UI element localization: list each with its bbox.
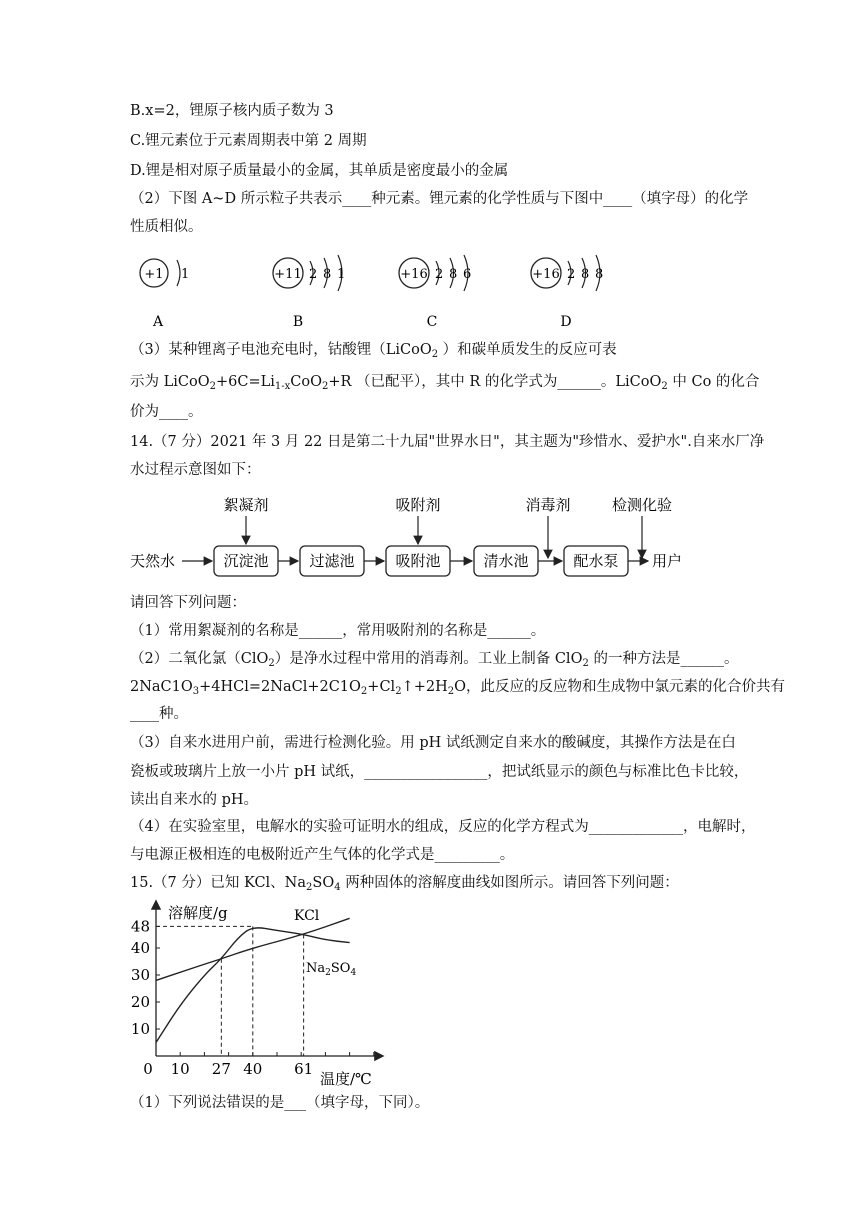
q13-part3-line2: 示为 $LiCoO_2+6C=Li_{1-x}CoO_2+R$ （已配平），其中 R 的化学式为______。LiCoO$_2$ 中 Co 的化合 [130,374,760,392]
q13-part3-line3: 价为____。 [130,404,203,420]
flow-input-flocculant: 絮凝剂 [223,496,269,514]
flow-box-sedimentation: 沉淀池 [223,552,269,570]
option-c: C.锂元素位于元素周期表中第 2 周期 [130,133,367,149]
atom-c-nucleus: +16 [400,267,428,282]
atom-a-nucleus: +1 [144,267,164,282]
atom-b-shell-3: 1 [337,267,346,282]
x-axis-label: 温度/℃ [320,1070,372,1088]
chart-guides [156,926,304,1056]
flow-box-adsorption: 吸附池 [395,552,441,570]
atom-d-shell-2: 8 [581,267,590,282]
atom-d-shell-3: 8 [595,267,604,282]
y-axis-label: 溶解度/g [168,904,228,922]
q13-part2-line2: 性质相似。 [130,219,203,235]
atom-a-shell-1: 1 [181,267,190,282]
flow-end: 用户 [652,552,683,570]
q14-part3-line2: 瓷板或玻璃片上放一小片 pH 试纸，_________________，把试纸显示的颜色与标准比色卡比较， [130,764,749,780]
atom-a [140,259,189,330]
atom-d [531,255,603,330]
q13-part3-line1: （3）某种锂离子电池充电时，钴酸锂（LiCoO$_2$ ）和碳单质发生的反应可表 [130,342,617,360]
flow-box-filtration: 过滤池 [309,552,355,570]
q14-part2-line3: ____种。 [130,706,188,722]
y-tick-label: 10 [130,1020,150,1038]
atom-c [399,255,471,330]
q15-part1: （1）下列说法错误的是___（填字母，下同）。 [130,1095,430,1111]
atom-b [273,255,345,330]
q14-part2-line1: （2）二氧化氯（ClO$_2$）是净水过程中常用的消毒剂。工业上制备 ClO$_2$ 的一种方法是______。 [130,651,739,669]
flow-start: 天然水 [130,552,176,570]
series-label-kcl: KCl [294,908,320,924]
x-tick-label: 10 [170,1060,190,1078]
atom-b-shell-1: 2 [309,267,318,282]
y-tick-label: 48 [130,917,150,936]
q15-title: 15.（7 分）已知 KCl、$Na_2SO_4$ 两种固体的溶解度曲线如图所示。请回答下列问题： [130,875,679,893]
atom-b-letter: B [292,314,304,330]
flow-input-testing: 检测化验 [611,496,673,514]
option-d: D.锂是相对原子质量最小的金属，其单质是密度最小的金属 [130,163,509,179]
water-treatment-flow-diagram [130,490,710,586]
atom-d-letter: D [560,314,572,330]
atom-structure-figure [128,246,608,336]
q13-part2-line1: （2）下图 A~D 所示粒子共表示____种元素。锂元素的化学性质与下图中____（填字母）的化学 [130,191,749,207]
flow-input-disinfectant: 消毒剂 [525,496,571,514]
atom-d-shell-1: 2 [567,267,576,282]
x-tick-label: 61 [294,1060,314,1078]
q14-part4-line1: （4）在实验室里，电解水的实验可证明水的组成，反应的化学方程式为_____________，电解时， [130,819,756,835]
atom-c-shell-3: 6 [463,267,472,282]
x-tick-label: 0 [143,1060,153,1078]
y-tick-label: 40 [130,939,150,957]
atom-b-shell-2: 8 [323,267,332,282]
q14-part3-line1: （3）自来水进用户前，需进行检测化验。用 pH 试纸测定自来水的酸碱度，其操作方法是在白 [130,735,736,751]
q14-title-line2: 水过程示意图如下： [130,462,261,478]
q14-part1: （1）常用絮凝剂的名称是______，常用吸附剂的名称是______。 [130,623,546,639]
y-tick-label: 20 [130,993,150,1011]
solubility-chart [128,898,390,1090]
q14-part4-line2: 与电源正极相连的电极附近产生气体的化学式是_________。 [130,847,515,863]
x-tick-label: 27 [211,1060,231,1078]
atom-c-letter: C [426,314,438,330]
atom-a-letter: A [152,314,164,330]
chart-axes [156,902,382,1056]
series-label-na2so4: $Na_2SO_4$ [306,961,357,978]
y-tick-label: 30 [130,966,150,984]
flow-box-clear-water: 清水池 [483,552,529,570]
flow-box-pump: 配水泵 [573,552,619,570]
flow-input-adsorbent: 吸附剂 [395,496,441,514]
atom-c-shell-1: 2 [435,267,444,282]
x-tick-label: 40 [243,1060,263,1078]
atom-d-nucleus: +16 [532,267,560,282]
q14-ask: 请回答下列问题： [130,595,246,611]
atom-b-nucleus: +11 [274,267,302,282]
q14-title-line1: 14.（7 分）2021 年 3 月 22 日是第二十九届"世界水日"，其主题为"珍惜水、爱护水".自来水厂净 [130,434,765,450]
q14-part3-line3: 读出自来水的 pH。 [130,792,259,808]
q14-part2-line2: $2NaC1O_3+4HCl=2NaCl+2C1O_2+Cl_2↑+2H_2O$，此反应的反应物和生成物中氯元素的化合价共有 [130,679,785,697]
atom-c-shell-2: 8 [449,267,458,282]
option-b: B.x=2，锂原子核内质子数为 3 [130,103,334,119]
